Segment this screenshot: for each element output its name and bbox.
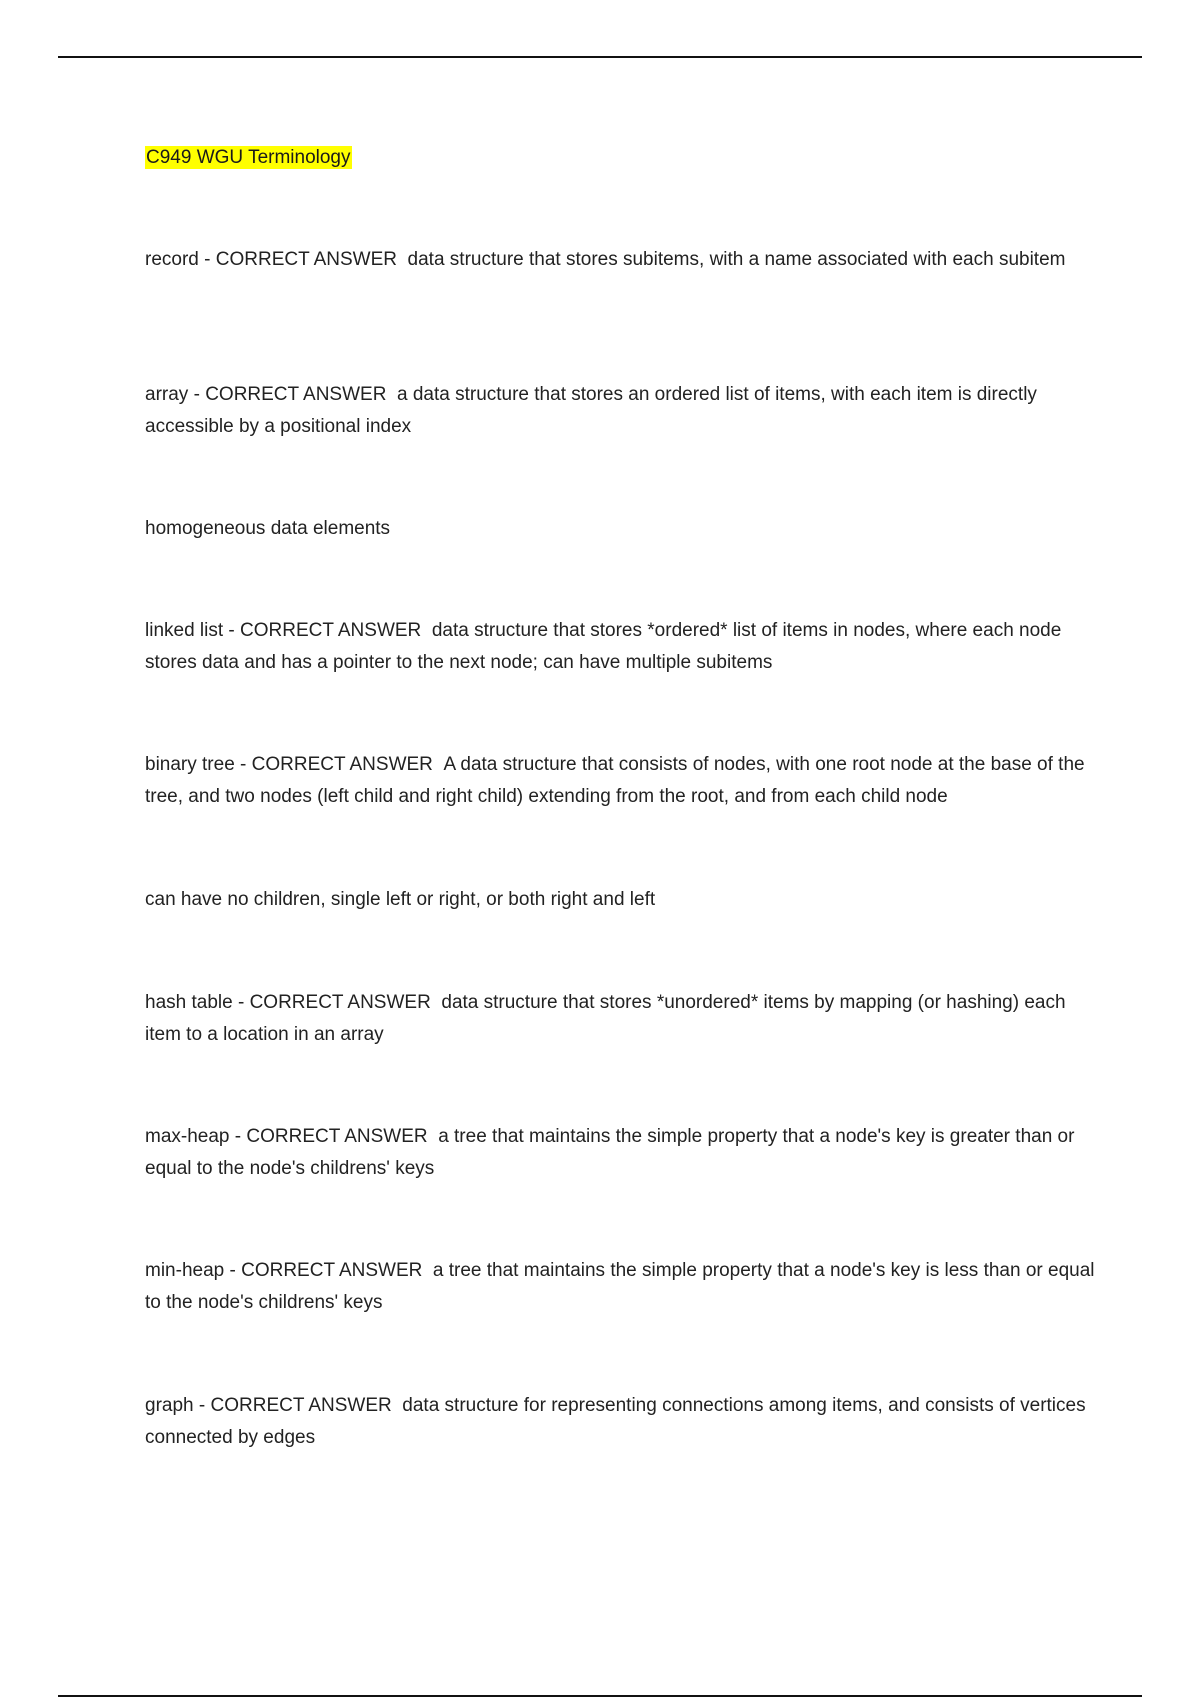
entry-separator: - [229, 1126, 247, 1147]
entry-term: array [145, 384, 189, 405]
entry-min-heap [145, 1255, 1095, 1319]
answer-label: CORRECT ANSWER [215, 249, 397, 270]
entry-separator: - [224, 1260, 242, 1281]
entry-definition: homogeneous data elements [145, 518, 391, 539]
answer-label: CORRECT ANSWER [241, 1260, 423, 1281]
bottom-rule [58, 1695, 1142, 1697]
entry-definition: data structure for representing connections among items, and consists of vertices connected by edges [145, 1395, 1086, 1448]
entry-separator: - [234, 754, 252, 775]
entry-separator: - [223, 620, 241, 641]
top-rule [58, 56, 1142, 58]
entry-term: binary tree [145, 754, 235, 775]
entry-max-heap [145, 1121, 1095, 1185]
answer-label: CORRECT ANSWER [249, 992, 431, 1013]
entry-note-binary-tree [145, 884, 1095, 916]
entry-separator: - [232, 992, 250, 1013]
entry-definition: a data structure that stores an ordered list of items, with each item is directly accessible by a positional index [145, 384, 1037, 437]
entry-definition: data structure that stores *ordered* list of items in nodes, where each node stores data and has a pointer to the next node; can have multiple subitems [145, 620, 1062, 673]
entry-definition: A data structure that consists of nodes, with one root node at the base of the tree, and two nodes (left child and right child) extending from the root, and from each child node [145, 754, 1085, 807]
entry-term: record [145, 249, 199, 270]
entry-definition: data structure that stores subitems, with a name associated with each subitem [407, 249, 1066, 270]
entry-definition: a tree that maintains the simple property that a node's key is greater than or equal to the node's childrens' keys [145, 1126, 1075, 1179]
entry-note-array [145, 513, 1095, 545]
entry-linked-list [145, 615, 1095, 679]
entry-separator: - [198, 249, 216, 270]
answer-label: CORRECT ANSWER [246, 1126, 428, 1147]
entry-term: graph [145, 1395, 194, 1416]
entry-definition: data structure that stores *unordered* items by mapping (or hashing) each item to a location in an array [145, 992, 1066, 1045]
entry-definition: can have no children, single left or right, or both right and left [145, 889, 656, 910]
entry-definition: a tree that maintains the simple property that a node's key is less than or equal to the node's childrens' keys [145, 1260, 1095, 1313]
answer-label: CORRECT ANSWER [240, 620, 422, 641]
entry-binary-tree [145, 749, 1095, 813]
entry-hash-table [145, 987, 1095, 1051]
entry-term: max-heap [145, 1126, 230, 1147]
document-title [145, 145, 352, 171]
entry-term: hash table [145, 992, 233, 1013]
entry-record [145, 244, 1095, 276]
answer-label: CORRECT ANSWER [205, 384, 387, 405]
highlighted-title-text: C949 WGU Terminology [146, 147, 351, 168]
entry-term: min-heap [145, 1260, 225, 1281]
entry-separator: - [193, 1395, 211, 1416]
answer-label: CORRECT ANSWER [210, 1395, 392, 1416]
entry-graph [145, 1390, 1095, 1454]
entry-term: linked list [145, 620, 224, 641]
entry-array [145, 379, 1095, 443]
entry-separator: - [188, 384, 206, 405]
answer-label: CORRECT ANSWER [251, 754, 433, 775]
